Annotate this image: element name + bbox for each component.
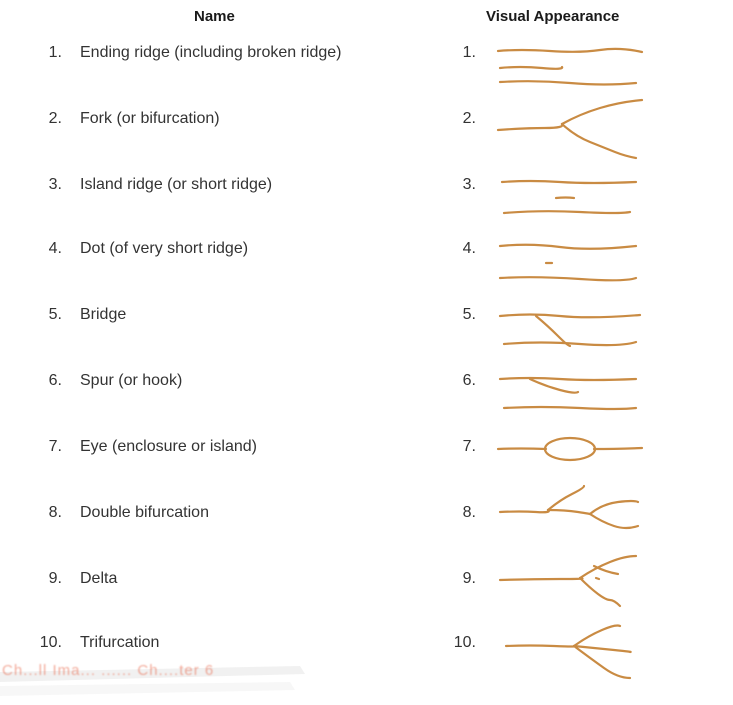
trifurcation-icon: [490, 612, 650, 678]
ending-ridge-icon: [490, 18, 650, 84]
delta-icon: [490, 546, 650, 612]
eye-icon: [490, 414, 650, 480]
island-ridge-icon: [490, 150, 650, 216]
figure-number: 5.: [462, 306, 476, 323]
table-row: [0, 84, 733, 150]
figure-number: 10.: [453, 634, 476, 651]
row-number: 8.: [48, 504, 62, 521]
column-header-name: Name: [194, 8, 235, 25]
table-row: [0, 150, 733, 216]
row-number: 4.: [48, 240, 62, 257]
dot-icon: [490, 216, 650, 282]
figure-number: 3.: [462, 176, 476, 193]
row-label: Eye (enclosure or island): [80, 438, 257, 455]
row-number: 3.: [48, 176, 62, 193]
bridge-icon: [490, 282, 650, 348]
spur-icon: [490, 348, 650, 414]
row-number: 2.: [48, 110, 62, 127]
row-number: 7.: [48, 438, 62, 455]
row-number: 1.: [48, 44, 62, 61]
table-row: [0, 282, 733, 348]
table-row: [0, 216, 733, 282]
row-label: Fork (or bifurcation): [80, 110, 220, 127]
row-number: 10.: [39, 634, 62, 651]
figure-number: 7.: [462, 438, 476, 455]
row-number: 5.: [48, 306, 62, 323]
double-bifurcation-icon: [490, 480, 650, 546]
row-number: 9.: [48, 570, 62, 587]
row-label: Spur (or hook): [80, 372, 183, 389]
row-label: Double bifurcation: [80, 504, 209, 521]
table-row: [0, 546, 733, 612]
table-row: [0, 414, 733, 480]
table-row: [0, 18, 733, 84]
watermark-text: Ch...ll Ima... ...... Ch....ter 6: [2, 662, 215, 679]
row-label: Island ridge (or short ridge): [80, 176, 273, 193]
figure-number: 9.: [462, 570, 476, 587]
figure-number: 1.: [462, 44, 476, 61]
figure-number: 4.: [462, 240, 476, 257]
watermark: [0, 660, 310, 705]
row-label: Trifurcation: [80, 634, 160, 651]
row-label: Delta: [80, 570, 118, 587]
row-label: Bridge: [80, 306, 127, 323]
row-label: Ending ridge (including broken ridge): [80, 44, 342, 61]
column-header-visual-appearance: Visual Appearance: [486, 8, 620, 25]
figure-number: 2.: [462, 110, 476, 127]
row-number: 6.: [48, 372, 62, 389]
fork-icon: [490, 84, 650, 150]
table-row: [0, 348, 733, 414]
row-label: Dot (of very short ridge): [80, 240, 249, 257]
table-row: [0, 480, 733, 546]
figure-number: 6.: [462, 372, 476, 389]
figure-number: 8.: [462, 504, 476, 521]
